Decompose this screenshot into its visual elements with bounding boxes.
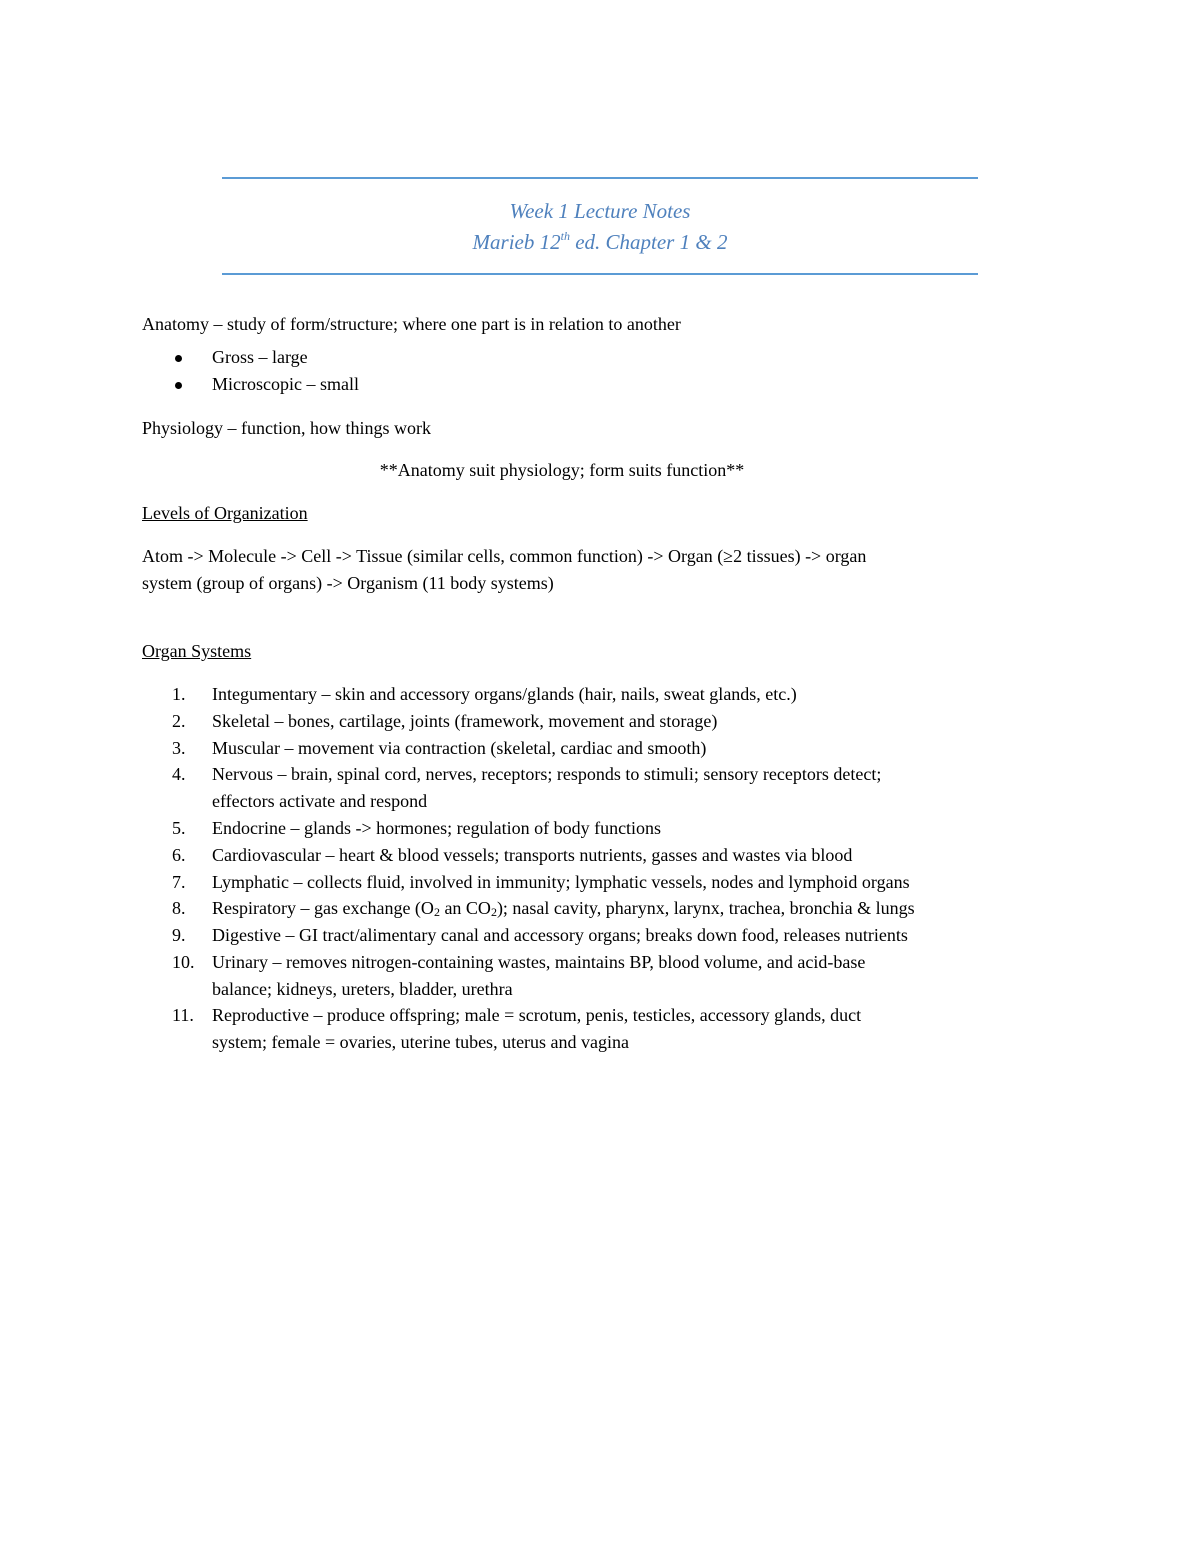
bullet-text: Microscopic – small [212, 374, 359, 395]
organ-systems-list [142, 681, 1062, 1056]
list-text: Digestive – GI tract/alimentary canal and accessory organs; breaks down food, releases nutrients [212, 925, 908, 946]
list-number: 6. [172, 844, 186, 865]
list-text: Urinary – removes nitrogen-containing wastes, maintains BP, blood volume, and acid-base [212, 951, 866, 972]
levels-line: Atom -> Molecule -> Cell -> Tissue (similar cells, common function) -> Organ (≥2 tissues) -> organ [142, 545, 867, 566]
list-number: 2. [172, 710, 186, 731]
list-item [142, 735, 1062, 762]
header-rule-bottom [222, 273, 978, 275]
emphasis-note: **Anatomy suit physiology; form suits function** [379, 460, 745, 481]
document-subtitle [222, 227, 978, 258]
list-text [212, 895, 1062, 922]
subtitle-superscript: th [560, 229, 570, 243]
list-item [142, 922, 1062, 949]
list-number: 9. [172, 925, 186, 946]
list-number: 3. [172, 737, 186, 758]
list-item [142, 761, 1062, 815]
list-number: 8. [172, 898, 186, 919]
anatomy-bullet-list [142, 344, 1062, 399]
list-item [142, 895, 1062, 922]
list-item [142, 842, 1062, 869]
physiology-definition: Physiology – function, how things work [142, 417, 432, 438]
list-number: 11. [172, 1005, 194, 1026]
bullet-icon [175, 382, 182, 389]
list-number: 7. [172, 871, 186, 892]
list-item [142, 344, 1062, 372]
respiratory-text-end: ); nasal cavity, pharynx, larynx, trachea, bronchia & lungs [496, 898, 915, 919]
list-text: Endocrine – glands -> hormones; regulation of body functions [212, 817, 662, 838]
list-text-continued: balance; kidneys, ureters, bladder, urethra [212, 978, 513, 999]
list-item [142, 815, 1062, 842]
list-text: Reproductive – produce offspring; male = scrotum, penis, testicles, accessory glands, duct [212, 1005, 862, 1026]
list-item [142, 949, 1062, 1003]
list-text-continued: effectors activate and respond [212, 791, 428, 812]
list-text: Lymphatic – collects fluid, involved in immunity; lymphatic vessels, nodes and lymphoid organs [212, 871, 910, 892]
list-item [142, 869, 1062, 896]
bullet-text: Gross – large [212, 346, 308, 367]
list-item [142, 708, 1062, 735]
list-number: 1. [172, 683, 186, 704]
list-text: Integumentary – skin and accessory organs/glands (hair, nails, sweat glands, etc.) [212, 683, 797, 704]
bullet-icon [175, 355, 182, 362]
document-title: Week 1 Lecture Notes [509, 199, 691, 223]
list-text: Nervous – brain, spinal cord, nerves, receptors; responds to stimuli; sensory receptors detect; [212, 764, 882, 785]
notes-body [142, 311, 1062, 1056]
list-item [142, 371, 1062, 399]
list-item [142, 681, 1062, 708]
document-title-block [222, 196, 978, 258]
respiratory-text-mid: an CO [439, 898, 491, 919]
levels-line: system (group of organs) -> Organism (11 body systems) [142, 572, 554, 593]
levels-heading: Levels of Organization [142, 503, 308, 524]
list-number: 4. [172, 764, 186, 785]
organ-systems-heading: Organ Systems [142, 641, 252, 662]
subscript-two: 2 [490, 905, 497, 920]
list-text: Skeletal – bones, cartilage, joints (framework, movement and storage) [212, 710, 718, 731]
anatomy-definition: Anatomy – study of form/structure; where one part is in relation to another [142, 314, 681, 334]
respiratory-text: Respiratory – gas exchange (O [212, 898, 434, 919]
list-item [142, 1002, 1062, 1056]
list-number: 10. [172, 951, 195, 972]
subtitle-text: Marieb 12 [472, 230, 561, 254]
list-text-continued: system; female = ovaries, uterine tubes, uterus and vagina [212, 1032, 630, 1053]
subtitle-text-rest: ed. Chapter 1 & 2 [569, 230, 728, 254]
list-text: Cardiovascular – heart & blood vessels; transports nutrients, gasses and wastes via blood [212, 844, 853, 865]
list-text: Muscular – movement via contraction (skeletal, cardiac and smooth) [212, 737, 707, 758]
list-number: 5. [172, 817, 186, 838]
subscript-two: 2 [433, 905, 440, 920]
header-rule-top [222, 177, 978, 179]
